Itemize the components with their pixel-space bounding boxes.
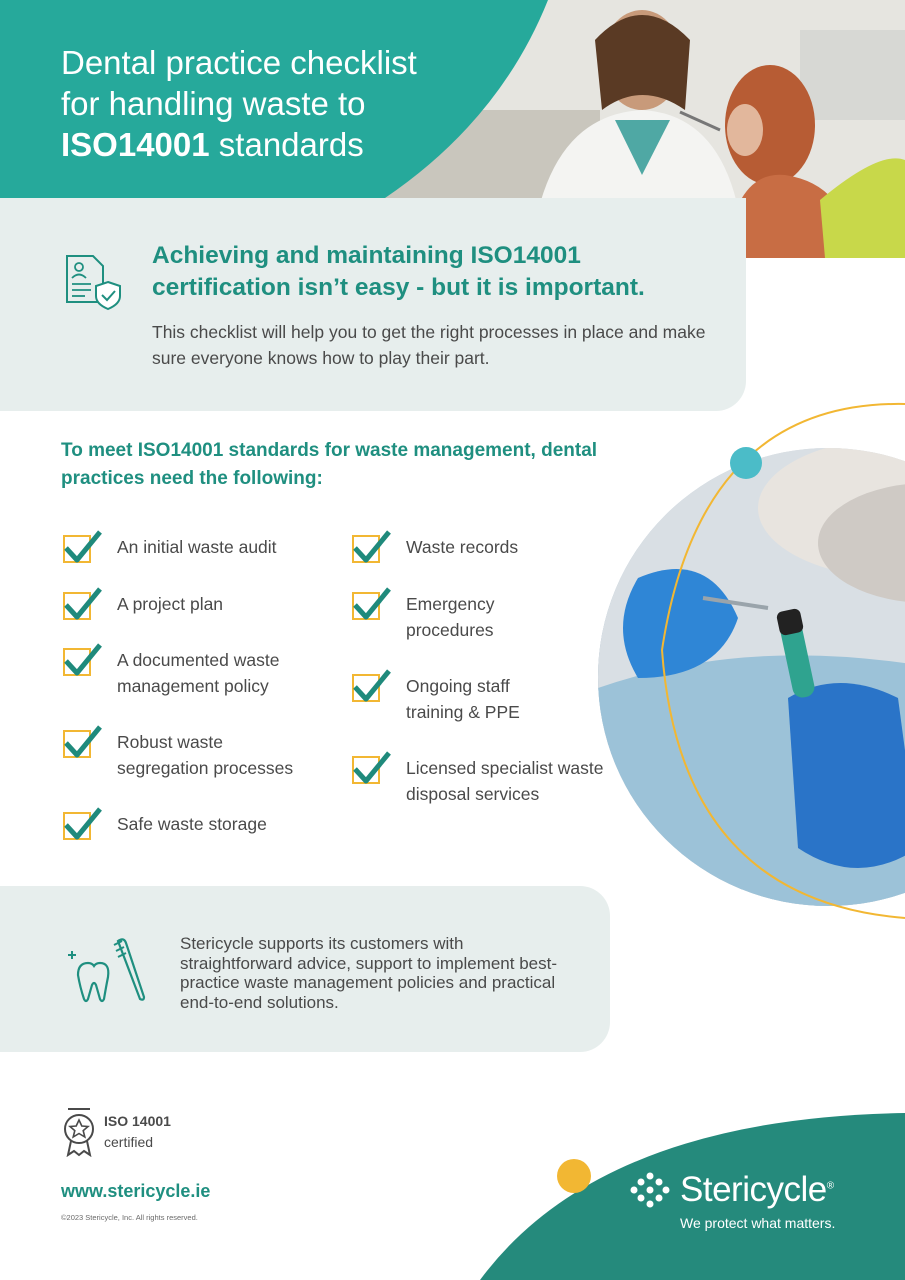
intro-text: This checklist will help you to get the right processes in place and make sure everyone knows how to play their part. bbox=[152, 322, 706, 368]
checklist-item-label: Ongoing staff training & PPE bbox=[406, 676, 520, 722]
checkbox-checked-icon bbox=[63, 805, 101, 843]
checklist-item-label: Safe waste storage bbox=[117, 814, 267, 834]
checklist-item bbox=[63, 723, 333, 781]
checklist-item-label: Licensed specialist waste disposal services bbox=[406, 758, 604, 804]
checklist-item bbox=[352, 585, 612, 643]
tagline: We protect what matters. bbox=[680, 1215, 836, 1231]
checklist-item bbox=[63, 805, 333, 843]
logo-name: Stericycle bbox=[680, 1170, 827, 1209]
stericycle-logo bbox=[680, 1170, 834, 1210]
checkbox-checked-icon bbox=[63, 641, 101, 679]
checklist-item-label: Emergency procedures bbox=[406, 594, 495, 640]
checklist-item bbox=[352, 528, 612, 566]
checklist-item-label: Waste records bbox=[406, 537, 519, 557]
checkbox-checked-icon bbox=[63, 585, 101, 623]
support-text: Stericycle supports its customers with straightforward advice, support to implement best-practice waste management policies and practical end-to-end solutions. bbox=[180, 934, 558, 1012]
checklist-item bbox=[352, 749, 612, 807]
checkbox-checked-icon bbox=[63, 528, 101, 566]
award-ribbon-star-icon bbox=[62, 1107, 96, 1157]
intro-heading: Achieving and maintaining ISO14001 certification isn’t easy - but it is important. bbox=[152, 242, 645, 301]
tooth-toothbrush-icon bbox=[64, 935, 148, 1005]
requirements-heading: To meet ISO14001 standards for waste management, dental practices need the following: bbox=[61, 440, 598, 489]
checklist-item-label: A documented waste management policy bbox=[117, 650, 280, 696]
cert-subtitle: certified bbox=[104, 1134, 154, 1150]
copyright-text: ©2023 Stericycle, Inc. All rights reserved. bbox=[61, 1213, 198, 1222]
cert-title: ISO 14001 bbox=[104, 1113, 171, 1129]
title-line-1: Dental practice checklist bbox=[61, 44, 417, 81]
checkbox-checked-icon bbox=[352, 585, 390, 623]
checkbox-checked-icon bbox=[352, 667, 390, 705]
registered-mark: ® bbox=[826, 1180, 834, 1192]
page-title bbox=[61, 42, 481, 165]
checkbox-checked-icon bbox=[63, 723, 101, 761]
checkbox-checked-icon bbox=[352, 749, 390, 787]
checklist-item bbox=[63, 585, 333, 623]
checklist-item-label: A project plan bbox=[117, 594, 224, 614]
title-end: standards bbox=[209, 126, 364, 163]
checklist-item bbox=[352, 667, 612, 725]
certificate-document-shield-icon bbox=[63, 252, 123, 312]
title-line-3 bbox=[61, 124, 481, 165]
website-link[interactable]: www.stericycle.ie bbox=[61, 1181, 211, 1201]
stericycle-logo-mark-icon bbox=[630, 1172, 670, 1208]
checklist-item-label: Robust waste segregation processes bbox=[117, 732, 294, 778]
checklist-item bbox=[63, 528, 333, 566]
checklist-item-label: An initial waste audit bbox=[117, 537, 277, 557]
title-bold: ISO14001 bbox=[61, 126, 210, 163]
title-line-2: for handling waste to bbox=[61, 85, 366, 122]
decorative-orbit-line bbox=[600, 400, 905, 920]
checklist-item bbox=[63, 641, 333, 699]
checkbox-checked-icon bbox=[352, 528, 390, 566]
